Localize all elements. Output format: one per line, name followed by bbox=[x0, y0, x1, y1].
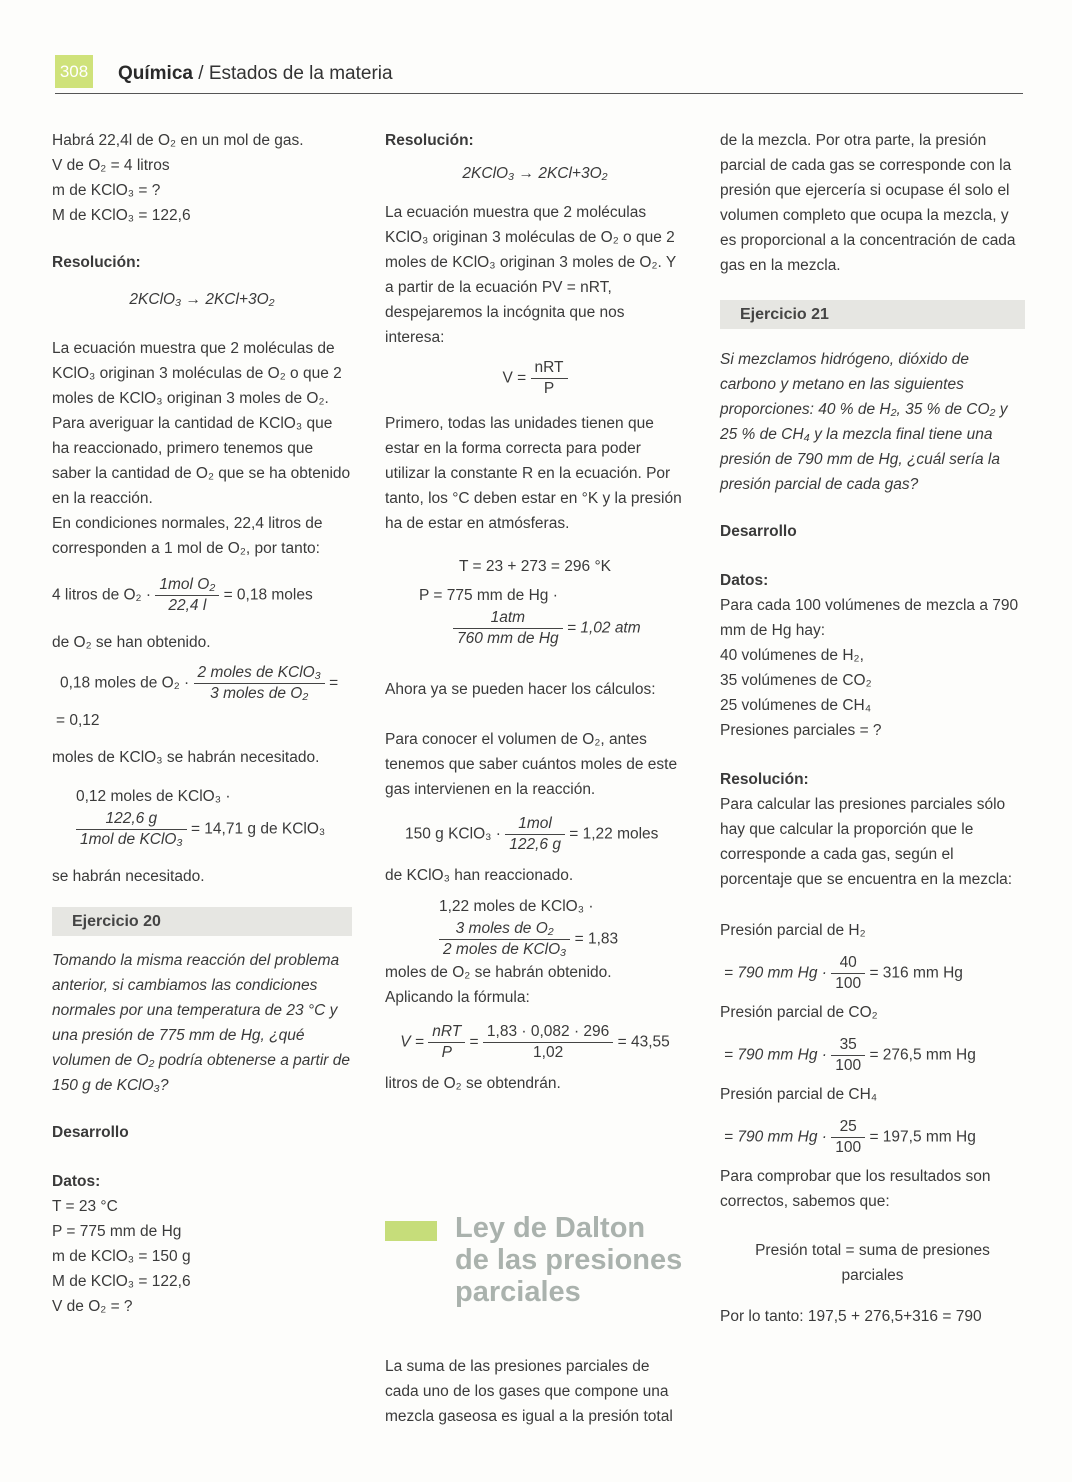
formula: $\frac{122,6 g}{\text{1mol de KClO₃}}$ = 14,71 g de KClO₃ bbox=[76, 809, 352, 850]
section-title: Ley de Dalton de las presiones parciales bbox=[455, 1212, 683, 1308]
section-heading: Desarrollo bbox=[720, 523, 797, 540]
equation: 2KClO₃ → 2KCl+3O₂ bbox=[129, 291, 275, 308]
paragraph: En condiciones normales, 22,4 litros de corresponden a 1 mol de O₂, por tanto: bbox=[52, 515, 323, 557]
text-line: Presión parcial de CO₂ bbox=[720, 1004, 878, 1021]
paragraph: Para averiguar la cantidad de KClO₃ que ha reaccionado, primero tenemos que saber la cantidad de O₂ que se ha obtenido en la reacción. bbox=[52, 415, 351, 507]
paragraph: Primero, todas las unidades tienen que estar en la forma correcta para poder utilizar la constante R en la ecuación. Por tanto, los °C deben estar en °K y la presión ha de estar en atmósferas. bbox=[385, 415, 682, 532]
text-line: Presiones parciales = ? bbox=[720, 722, 882, 739]
exercise-statement: Si mezclamos hidrógeno, dióxido de carbono y metano en las siguientes proporciones: 40 % de H₂, 35 % de CO₂ y 25 % de CH₄ y la mezcla final tiene una presión de 790 mm de Hg, ¿cuál sería la presión parcial de cada gas? bbox=[720, 351, 1008, 493]
section-heading: Resolución: bbox=[385, 132, 474, 149]
text-line: Presión parcial de H₂ bbox=[720, 922, 866, 939]
text-line: 40 volúmenes de H₂, bbox=[720, 647, 864, 664]
paragraph: Aplicando la fórmula: bbox=[385, 989, 530, 1006]
column-1 bbox=[52, 128, 352, 1319]
section-heading: Datos: bbox=[720, 572, 769, 589]
formula: V = $\frac{\text{nRT}}{P}$ = $\frac{1,83 \cdot 0,082 \cdot 296}{1,02}$ = 43,55 bbox=[400, 1023, 670, 1061]
formula: P = 775 mm de Hg · bbox=[419, 587, 558, 604]
page-number: 308 bbox=[55, 55, 93, 88]
paragraph: de O₂ se han obtenido. bbox=[52, 634, 211, 651]
paragraph: se habrán necesitado. bbox=[52, 868, 205, 885]
text-line: m de KClO₃ = 150 g bbox=[52, 1248, 191, 1265]
paragraph: moles de KClO₃ se habrán necesitado. bbox=[52, 749, 320, 766]
text-line: V de O₂ = 4 litros bbox=[52, 157, 170, 174]
text-line: Habrá 22,4l de O₂ en un mol de gas. bbox=[52, 132, 304, 149]
formula: T = 23 + 273 = 296 °K bbox=[459, 558, 611, 575]
paragraph: Para conocer el volumen de O₂, antes tenemos que saber cuántos moles de este gas intervienen en la reacción. bbox=[385, 731, 678, 798]
formula: 0,18 moles de O₂ · $\frac{\text{2 moles de KClO₃}}{\text{3 moles de O₂}}$ = bbox=[60, 664, 339, 702]
exercise-heading: Ejercicio 21 bbox=[720, 300, 1025, 329]
paragraph: litros de O₂ se obtendrán. bbox=[385, 1075, 561, 1092]
formula: = 790 mm Hg · $\frac{35}{100}$ = 276,5 mm Hg bbox=[724, 1036, 976, 1074]
equation: 2KClO₃ → 2KCl+3O₂ bbox=[462, 165, 608, 182]
text-line: M de KClO₃ = 122,6 bbox=[52, 1273, 191, 1290]
text-line: Para cada 100 volúmenes de mezcla a 790 mm de Hg hay: bbox=[720, 597, 1019, 639]
section-heading: Desarrollo bbox=[52, 1124, 129, 1141]
formula: $\frac{\text{1atm}}{\text{760 mm de Hg}}$ = 1,02 atm bbox=[453, 608, 685, 649]
formula: V = $\frac{\text{nRT}}{P}$ bbox=[385, 358, 685, 399]
formula: = 790 mm Hg · $\frac{25}{100}$ = 197,5 mm Hg bbox=[724, 1118, 976, 1156]
paragraph: Para comprobar que los resultados son correctos, sabemos que: bbox=[720, 1168, 991, 1210]
text-line: m de KClO₃ = ? bbox=[52, 182, 161, 199]
header-rule bbox=[55, 93, 1023, 94]
section-heading: Datos: bbox=[52, 1173, 101, 1190]
text-line: M de KClO₃ = 122,6 bbox=[52, 207, 191, 224]
text-line: P = 775 mm de Hg bbox=[52, 1223, 182, 1240]
column-2 bbox=[385, 128, 685, 1096]
formula: Presión total = suma de presiones parciales bbox=[755, 1242, 990, 1284]
text-line: Por lo tanto: 197,5 + 276,5+316 = 790 bbox=[720, 1308, 982, 1325]
paragraph: Ahora ya se pueden hacer los cálculos: bbox=[385, 681, 656, 698]
text-line: T = 23 °C bbox=[52, 1198, 118, 1215]
exercise-statement: Tomando la misma reacción del problema anterior, si cambiamos las condiciones normales por una temperatura de 23 °C y una presión de 775 mm de Hg, ¿qué volumen de O₂ podría obtenerse a partir de 150 g de KClO₃? bbox=[52, 952, 351, 1094]
paragraph: La suma de las presiones parciales de cada uno de los gases que compone una mezcla gaseosa es igual a la presión total bbox=[385, 1358, 673, 1425]
running-header bbox=[118, 63, 393, 85]
paragraph: de KClO₃ han reaccionado. bbox=[385, 867, 574, 884]
section-marker bbox=[385, 1221, 437, 1241]
paragraph: de la mezcla. Por otra parte, la presión parcial de cada gas se corresponde con la presión que ejercería si ocupase él solo el volumen completo que ocupa la mezcla, y es proporcional a la concentración de cada gas en la mezcla. bbox=[720, 132, 1016, 274]
section-heading: Resolución: bbox=[720, 771, 809, 788]
formula: = 790 mm Hg · $\frac{40}{100}$ = 316 mm Hg bbox=[724, 954, 963, 992]
formula-result: = 0,12 bbox=[56, 712, 100, 729]
chapter-title: / Estados de la materia bbox=[192, 63, 393, 84]
text-line: V de O₂ = ? bbox=[52, 1298, 133, 1315]
paragraph: moles de O₂ se habrán obtenido. bbox=[385, 964, 612, 981]
formula: 1,22 moles de KClO₃ · bbox=[439, 898, 594, 915]
column-3 bbox=[720, 128, 1025, 1329]
paragraph: La ecuación muestra que 2 moléculas de KClO₃ originan 3 moléculas de O₂ o que 2 moles de KClO₃ originan 3 moles de O₂. bbox=[52, 340, 342, 407]
text-line: 35 volúmenes de CO₂ bbox=[720, 672, 872, 689]
subject-title: Química bbox=[118, 63, 193, 84]
column-2-bottom bbox=[385, 1354, 685, 1429]
text-line: 25 volúmenes de CH₄ bbox=[720, 697, 872, 714]
formula: 4 litros de O₂ · $\frac{\text{1mol O₂}}{22,4 l}$ = 0,18 moles bbox=[52, 576, 313, 614]
formula: $\frac{\text{3 moles de O₂}}{\text{2 moles de KClO₃}}$ = 1,83 bbox=[439, 919, 685, 960]
text-line: Presión parcial de CH₄ bbox=[720, 1086, 878, 1103]
paragraph: Para calcular las presiones parciales sólo hay que calcular la proporción que le corresponde a cada gas, según el porcentaje que se encuentra en la mezcla: bbox=[720, 796, 1013, 888]
formula: 150 g KClO₃ · $\frac{\text{1mol}}{122,6 g}$ = 1,22 moles bbox=[405, 815, 659, 853]
formula: 0,12 moles de KClO₃ · bbox=[76, 788, 231, 805]
section-title-block bbox=[385, 1212, 685, 1308]
paragraph: La ecuación muestra que 2 moléculas KClO₃ originan 3 moléculas de O₂ o que 2 moles de KClO₃ originan 3 moles de O₂. Y a partir de la ecuación PV = nRT, despejaremos la incógnita que nos interesa: bbox=[385, 204, 676, 346]
section-heading: Resolución: bbox=[52, 254, 141, 271]
exercise-heading: Ejercicio 20 bbox=[52, 907, 352, 936]
